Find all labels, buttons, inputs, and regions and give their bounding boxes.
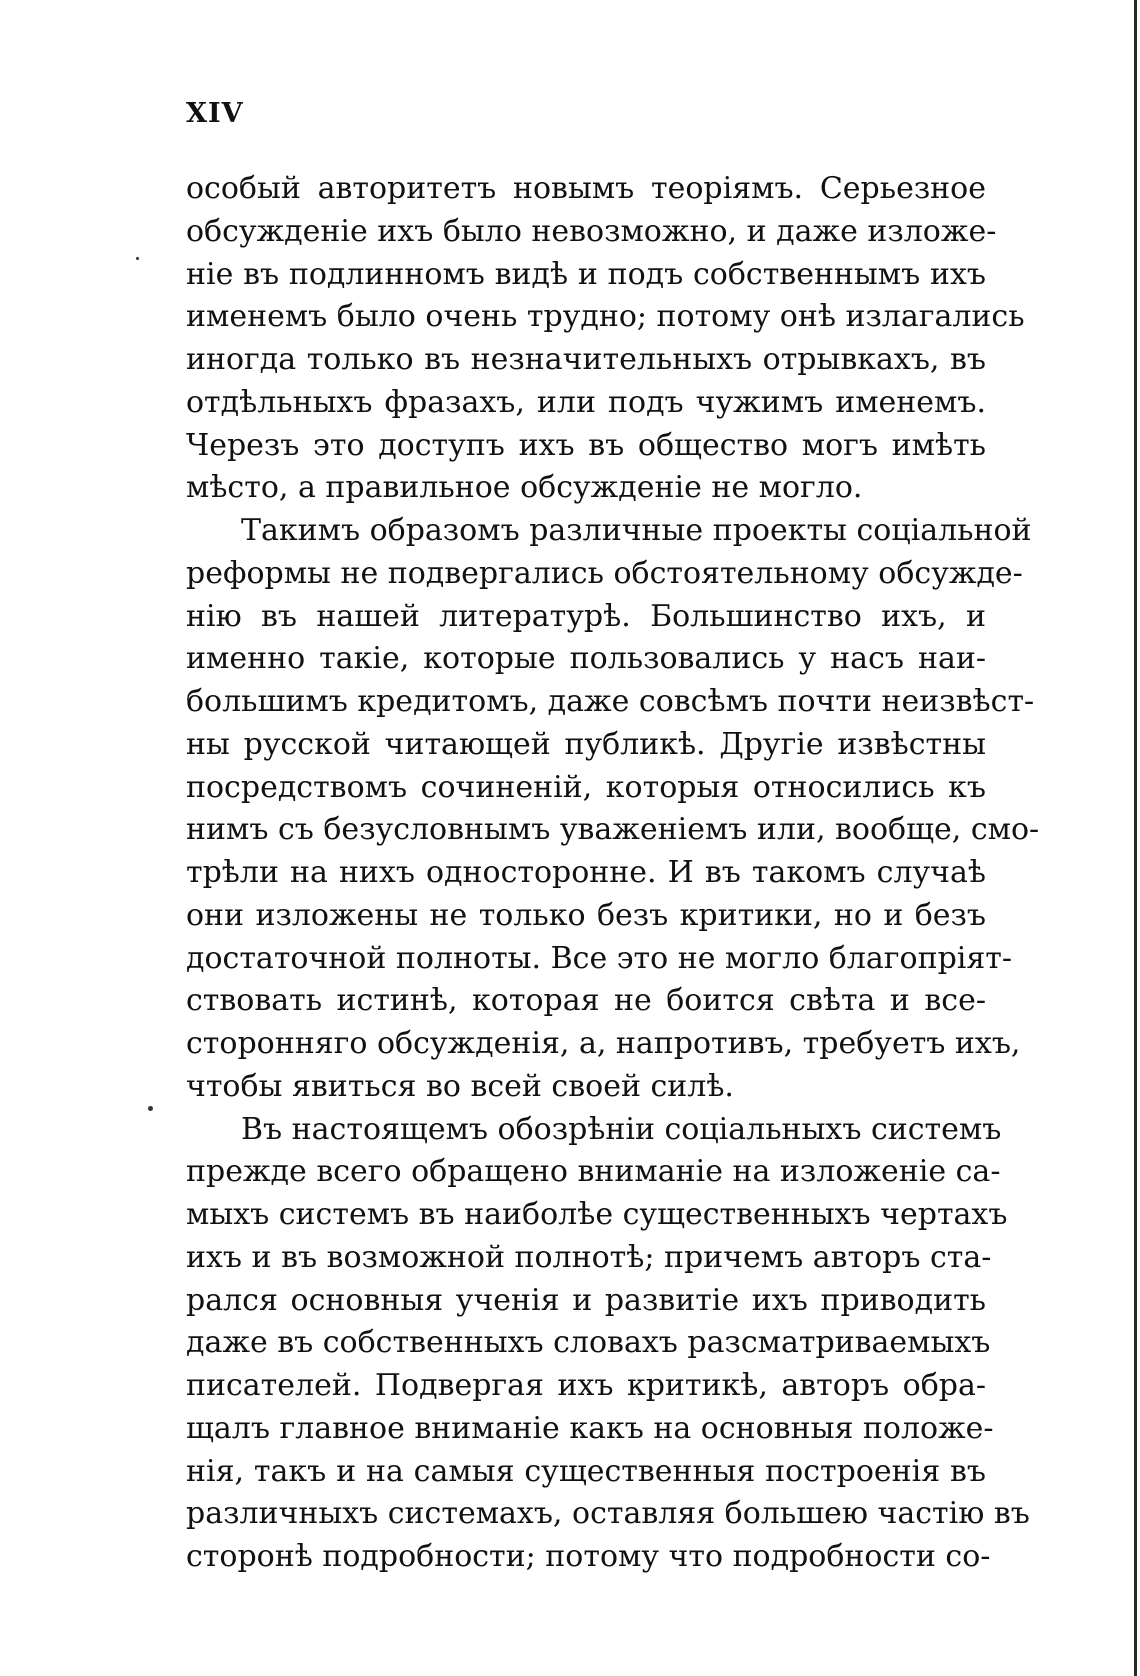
- text-line: большимъ кредитомъ, даже совсѣмъ почти неизвѣст-: [186, 684, 1035, 719]
- page-edge-rule: [1134, 0, 1137, 1676]
- text-line: писателей. Подвергая ихъ критикѣ, авторъ обра-: [186, 1368, 986, 1403]
- text-line: иногда только въ незначительныхъ отрывкахъ, въ: [186, 342, 986, 377]
- text-line: нію въ нашей литературѣ. Большинство ихъ, и: [186, 598, 986, 634]
- text-line: именемъ было очень трудно; потому онѣ излагались: [186, 299, 1025, 335]
- text-line: Въ настоящемъ обозрѣніи соціальныхъ системъ: [241, 1111, 1002, 1147]
- text-line: ны русской читающей публикѣ. Другіе извѣстны: [186, 726, 986, 762]
- page-number: XIV: [186, 98, 244, 129]
- body-text: [186, 168, 1040, 1579]
- text-line: сторонѣ подробности; потому что подробности со-: [186, 1539, 991, 1574]
- text-line: прежде всего обращено вниманіе на изложеніе са-: [186, 1154, 1001, 1190]
- text-line: реформы не подвергались обстоятельному обсужде-: [186, 555, 1023, 591]
- text-line: Такимъ образомъ различные проекты соціальной: [241, 513, 1032, 548]
- text-line: сторонняго обсужденія, а, напротивъ, требуетъ ихъ,: [186, 1026, 1021, 1061]
- text-line: различныхъ системахъ, оставляя большею частію въ: [186, 1496, 1030, 1532]
- text-line: ихъ и въ возможной полнотѣ; причемъ авторъ ста-: [186, 1239, 992, 1275]
- text-line: ствовать истинѣ, которая не боится свѣта и все-: [186, 983, 986, 1019]
- print-speck: [148, 1106, 153, 1111]
- text-line: именно такіе, которые пользовались у насъ наи-: [186, 641, 986, 677]
- text-line: достаточной полноты. Все это не могло благопріят-: [186, 940, 1013, 976]
- text-line: мыхъ системъ въ наиболѣе существенныхъ чертахъ: [186, 1197, 1008, 1232]
- text-line: особый авторитетъ новымъ теоріямъ. Серьезное: [186, 171, 986, 206]
- text-line: трѣли на нихъ односторонне. И въ такомъ случаѣ: [186, 855, 986, 890]
- text-line: нимъ съ безусловнымъ уваженіемъ или, вообще, смо-: [186, 812, 1040, 848]
- text-line: они изложены не только безъ критики, но и безъ: [186, 897, 986, 933]
- print-speck: [136, 257, 139, 260]
- text-line: рался основныя ученія и развитіе ихъ приводить: [186, 1282, 986, 1318]
- text-line: даже въ собственныхъ словахъ разсматриваемыхъ: [186, 1325, 991, 1361]
- text-line: нія, такъ и на самыя существенныя построенія въ: [186, 1453, 986, 1489]
- text-line: отдѣльныхъ фразахъ, или подъ чужимъ именемъ.: [186, 384, 986, 420]
- text-line: Черезъ это доступъ ихъ въ общество могъ имѣть: [186, 427, 986, 463]
- text-line: чтобы явиться во всей своей силѣ.: [186, 1068, 734, 1104]
- text-line: ніе въ подлинномъ видѣ и подъ собственнымъ ихъ: [186, 256, 986, 292]
- text-line: мѣсто, а правильное обсужденіе не могло.: [186, 470, 863, 506]
- text-line: обсужденіе ихъ было невозможно, и даже изложе-: [186, 213, 997, 249]
- text-line: щалъ главное вниманіе какъ на основныя положе-: [186, 1410, 994, 1446]
- text-line: посредствомъ сочиненій, которыя относились къ: [186, 769, 986, 805]
